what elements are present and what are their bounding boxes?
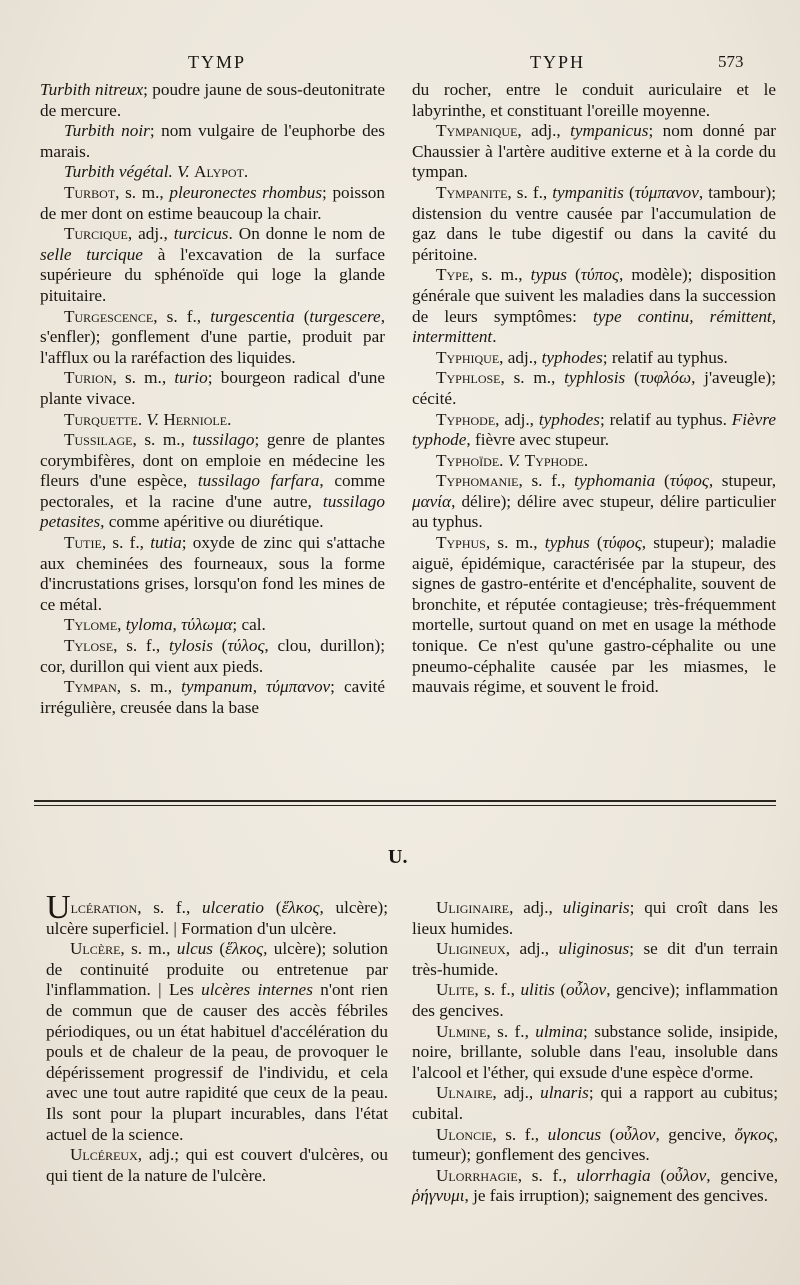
dictionary-entry: Typhus, s. m., typhus (τύφος, stupeur); maladie aiguë, épidémique, caractérisée par la stupeur, des signes de gastro-entérite et d'encéphalite, souvent de bronchite, et réputée contagieuse; très-fréquemment mortelle, surtout quand on met en usage la méthode tonique. Ce n'est qu'une gastro-céphalite ou une pneumo-céphalite causée par les miasmes, le mauvais régime, et souvent le froid. bbox=[412, 533, 776, 697]
dictionary-entry: Ulcéreux, adj.; qui est couvert d'ulcères, ou qui tient de la nature de l'ulcère. bbox=[46, 1145, 388, 1185]
dictionary-entry: Tympan, s. m., tympanum, τύμπανον; cavité irrégulière, creusée dans la base bbox=[40, 677, 386, 717]
dictionary-entry: Tutie, s. f., tutia; oxyde de zinc qui s'attache aux cheminées des fourneaux, sous la forme d'incrustations grises, lorsqu'on fond les mines de ce métal. bbox=[40, 533, 385, 614]
dictionary-entry: Typhlose, s. m., typhlosis (τυφλόω, j'aveugle); cécité. bbox=[412, 368, 776, 408]
dictionary-entry: Uloncie, s. f., uloncus (οὖλον, gencive, ὄγκος, tumeur); gonflement des gencives. bbox=[412, 1124, 778, 1165]
dictionary-entry: Uligineux, adj., uliginosus; se dit d'un terrain très-humide. bbox=[412, 939, 779, 979]
dictionary-entry: Tympanite, s. f., tympanitis (τύμπανον, tambour); distension du ventre causée par l'accumulation de gaz dans le tube digestif ou dans la cavité du péritoine. bbox=[412, 182, 776, 264]
running-head-left: TYMP bbox=[188, 52, 247, 72]
dictionary-entry: Tussilage, s. m., tussilago; genre de plantes corymbifères, dont on emploie en médecine les fleurs d'une espèce, tussilago farfara, comme pectorales, et la racine d'une autre, tussilago petasites, comme apéritive ou diurétique. bbox=[40, 430, 386, 532]
dictionary-entry: Ulcération, s. f., ulceratio (ἕλκος, ulcère); ulcère superficiel. | Formation d'un ulcère. bbox=[46, 889, 388, 938]
dictionary-entry: Tylose, s. f., tylosis (τύλος, clou, durillon); cor, durillon qui vient aux pieds. bbox=[40, 636, 385, 676]
running-head-right: TYPH bbox=[530, 52, 586, 72]
section-divider-thick bbox=[34, 800, 776, 802]
column-top-right bbox=[412, 80, 776, 698]
dictionary-entry: Turbith végétal. V. Alypot. bbox=[64, 162, 249, 182]
dictionary-entry: Turbot, s. m., pleuronectes rhombus; poisson de mer dont on estime beaucoup la chair. bbox=[40, 182, 385, 223]
dictionary-entry: Ulite, s. f., ulitis (οὖλον, gencive); inflammation des gencives. bbox=[412, 980, 778, 1020]
dictionary-entry: Uliginaire, adj., uliginaris; qui croît dans les lieux humides. bbox=[412, 898, 778, 938]
column-bottom-left bbox=[46, 889, 389, 1186]
dictionary-entry: Tylome, tyloma, τύλωμα; cal. bbox=[64, 615, 266, 635]
dictionary-entry: Typhique, adj., typhodes; relatif au typhus. bbox=[436, 347, 728, 367]
dictionary-entry: Tympanique, adj., tympanicus; nom donné par Chaussier à l'artère auditive externe et à la corde du tympan. bbox=[412, 121, 776, 182]
dictionary-entry: Typhomanie, s. f., typhomania (τύφος, stupeur, μανία, délire); délire avec stupeur, délire particulier au typhus. bbox=[412, 471, 776, 532]
section-divider-thin bbox=[34, 805, 776, 806]
column-top-left bbox=[40, 80, 385, 718]
dictionary-entry: Turbith noir; nom vulgaire de l'euphorbe des marais. bbox=[40, 121, 385, 161]
dictionary-entry: Turcique, adj., turcicus. On donne le nom de selle turcique à l'excavation de la surface supérieure du sphénoïde qui loge la glande pituitaire. bbox=[40, 224, 385, 305]
dictionary-entry: Turquette. V. Herniole. bbox=[64, 409, 232, 429]
dictionary-entry: Typhode, adj., typhodes; relatif au typhus. Fièvre typhode, fièvre avec stupeur. bbox=[412, 409, 776, 450]
section-letter: U. bbox=[388, 846, 408, 868]
dictionary-entry: Ulorrhagie, s. f., ulorrhagia (οὖλον, gencive, ῥήγνυμι, je fais irruption); saignement des gencives. bbox=[412, 1165, 778, 1206]
dictionary-entry: Turion, s. m., turio; bourgeon radical d'une plante vivace. bbox=[40, 368, 386, 408]
dictionary-entry: Ulcère, s. m., ulcus (ἕλκος, ulcère); solution de continuité produite ou entretenue par l'inflammation. | Les ulcères internes n'ont rien de commun que de causer des accès fébriles périodiques, ou un état habituel d'accélération du pouls et de chaleur de la peau, de provoquer le dépérissement progressif de l'individu, et cela avec une tout autre rapidité que ceux de la peau. Ils sont pour la plupart incurables, dans l'état actuel de la science. bbox=[46, 939, 389, 1144]
running-head bbox=[0, 52, 800, 78]
dictionary-entry: Typhoïde. V. Typhode. bbox=[436, 450, 589, 470]
column-bottom-right bbox=[412, 898, 778, 1207]
dictionary-entry: Ulmine, s. f., ulmina; substance solide, insipide, noire, brillante, soluble dans l'eau, insoluble dans l'alcool et l'éther, qui exsude d'une espèce d'orme. bbox=[412, 1021, 778, 1082]
dictionary-entry: Turgescence, s. f., turgescentia (turgescere, s'enfler); gonflement d'une partie, produit par l'afflux ou la raréfaction des liquides. bbox=[40, 306, 385, 367]
page-number: 573 bbox=[718, 52, 744, 71]
dictionary-entry: Turbith nitreux; poudre jaune de sous-deutonitrate de mercure. bbox=[40, 80, 385, 120]
dictionary-entry: Type, s. m., typus (τύπος, modèle); disposition générale que suivent les maladies dans la succession de leurs symptômes: type continu, rémittent, intermittent. bbox=[412, 265, 776, 347]
dictionary-entry: du rocher, entre le conduit auriculaire et le labyrinthe, et constituant l'oreille moyenne. bbox=[412, 80, 776, 120]
dictionary-entry: Ulnaire, adj., ulnaris; qui a rapport au cubitus; cubital. bbox=[412, 1083, 778, 1123]
